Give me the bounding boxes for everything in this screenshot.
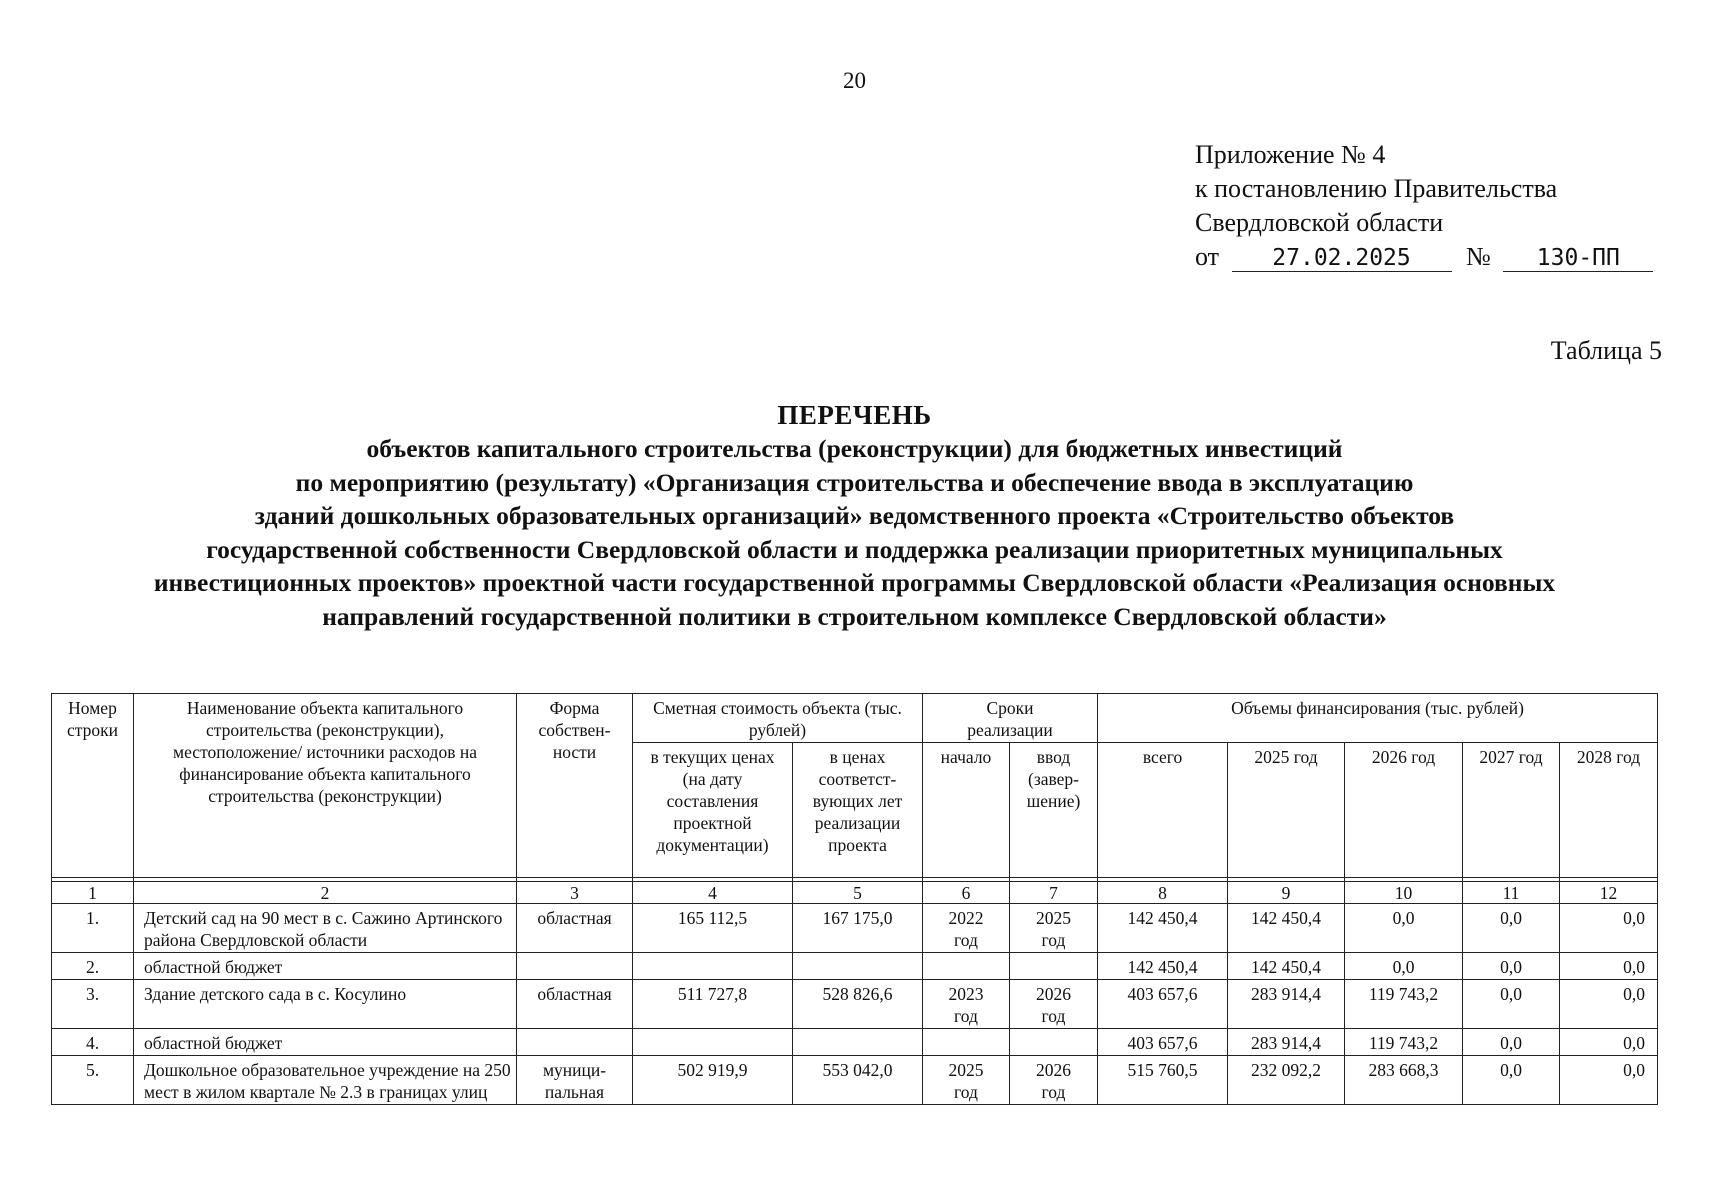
title-line-6: направлений государственной политики в строительном комплексе Свердловской области»	[322, 601, 1387, 631]
funding-total: 515 760,5	[1098, 1056, 1228, 1105]
header-cost-years: в ценах соответст-вующих лет реализации проекта	[793, 743, 923, 878]
cost-current	[633, 953, 793, 980]
title-line-1: объектов капитального строительства (реконструкции) для бюджетных инвестиций	[366, 434, 1343, 463]
appendix-date-line	[1195, 240, 1653, 274]
term-end	[1010, 1029, 1098, 1056]
cost-current	[633, 1029, 793, 1056]
funding-2028: 0,0	[1560, 904, 1658, 953]
cost-current: 502 919,9	[633, 1056, 793, 1105]
header-cost-current: в текущих ценах (на дату составления проектной документации)	[633, 743, 793, 878]
column-numbers-row	[52, 882, 1658, 904]
column-number: 5	[793, 882, 923, 904]
object-name: Здание детского сада в с. Косулино	[134, 980, 517, 1029]
header-funding-group: Объемы финансирования (тыс. рублей)	[1098, 694, 1658, 743]
header-terms-group: Сроки реализации	[923, 694, 1098, 743]
header-term-start: начало	[923, 743, 1010, 878]
cost-years	[793, 953, 923, 980]
header-2027: 2027 год	[1463, 743, 1560, 878]
funding-2028: 0,0	[1560, 1029, 1658, 1056]
title-line-3: зданий дошкольных образовательных организаций» ведомственного проекта «Строительство объектов	[254, 501, 1455, 530]
funding-2025: 142 450,4	[1228, 953, 1345, 980]
appendix-block	[1195, 138, 1653, 274]
funding-2027: 0,0	[1463, 953, 1560, 980]
column-number: 6	[923, 882, 1010, 904]
column-number: 11	[1463, 882, 1560, 904]
title-line-2: по мероприятию (результату) «Организация строительства и обеспечение ввода в эксплуатацию	[295, 467, 1414, 497]
cost-years: 167 175,0	[793, 904, 923, 953]
cost-current: 511 727,8	[633, 980, 793, 1029]
ownership: областная	[517, 904, 633, 953]
cost-years	[793, 1029, 923, 1056]
object-name: Детский сад на 90 мест в с. Сажино Артинского района Свердловской области	[134, 904, 517, 953]
header-cost-group: Сметная стоимость объекта (тыс. рублей)	[633, 694, 923, 743]
term-start: 2023 год	[923, 980, 1010, 1029]
column-number: 2	[134, 882, 517, 904]
table-row	[52, 1029, 1658, 1056]
funding-2025: 142 450,4	[1228, 904, 1345, 953]
header-ownership: Форма собствен-ности	[517, 694, 633, 878]
funding-total: 142 450,4	[1098, 953, 1228, 980]
table-label: Таблица 5	[1550, 336, 1662, 365]
funding-2026: 0,0	[1345, 953, 1463, 980]
row-number: 1.	[52, 904, 134, 953]
row-number: 2.	[52, 953, 134, 980]
object-name: Дошкольное образовательное учреждение на 250 мест в жилом квартале № 2.3 в границах улиц	[134, 1056, 517, 1105]
table-row	[52, 904, 1658, 953]
appendix-line-3: Свердловской области	[1195, 208, 1444, 237]
document-title	[40, 398, 1669, 633]
column-number: 4	[633, 882, 793, 904]
header-2028: 2028 год	[1560, 743, 1658, 878]
funding-2026: 283 668,3	[1345, 1056, 1463, 1105]
header-term-end: ввод (завер-шение)	[1010, 743, 1098, 878]
cost-years: 528 826,6	[793, 980, 923, 1029]
date-prefix: от	[1195, 242, 1220, 271]
object-name: областной бюджет	[134, 953, 517, 980]
title-main: ПЕРЕЧЕНЬ	[777, 400, 932, 430]
decree-number: 130-ПП	[1503, 245, 1653, 272]
title-line-4: государственной собственности Свердловской области и поддержка реализации приоритетных муниципальных	[206, 534, 1503, 564]
row-number: 4.	[52, 1029, 134, 1056]
cost-current: 165 112,5	[633, 904, 793, 953]
decree-date: 27.02.2025	[1232, 245, 1452, 272]
term-end	[1010, 953, 1098, 980]
header-total: всего	[1098, 743, 1228, 878]
funding-2027: 0,0	[1463, 904, 1560, 953]
term-start: 2025 год	[923, 1056, 1010, 1105]
page-number: 20	[843, 68, 866, 93]
funding-total: 142 450,4	[1098, 904, 1228, 953]
funding-total: 403 657,6	[1098, 1029, 1228, 1056]
term-start: 2022 год	[923, 904, 1010, 953]
header-row-1	[52, 694, 1658, 743]
column-number: 8	[1098, 882, 1228, 904]
column-number: 7	[1010, 882, 1098, 904]
funding-2026: 0,0	[1345, 904, 1463, 953]
objects-table	[51, 693, 1658, 1105]
funding-2028: 0,0	[1560, 953, 1658, 980]
funding-2027: 0,0	[1463, 980, 1560, 1029]
ownership: муници-пальная	[517, 1056, 633, 1105]
column-number: 9	[1228, 882, 1345, 904]
funding-total: 403 657,6	[1098, 980, 1228, 1029]
number-prefix: №	[1466, 242, 1491, 271]
column-number: 12	[1560, 882, 1658, 904]
funding-2026: 119 743,2	[1345, 1029, 1463, 1056]
appendix-line-1: Приложение № 4	[1195, 140, 1386, 169]
funding-2026: 119 743,2	[1345, 980, 1463, 1029]
funding-2027: 0,0	[1463, 1056, 1560, 1105]
row-number: 5.	[52, 1056, 134, 1105]
funding-2025: 232 092,2	[1228, 1056, 1345, 1105]
column-number: 1	[52, 882, 134, 904]
term-start	[923, 1029, 1010, 1056]
term-start	[923, 953, 1010, 980]
table-row	[52, 953, 1658, 980]
ownership: областная	[517, 980, 633, 1029]
header-row-number: Номер строки	[52, 694, 134, 878]
funding-2028: 0,0	[1560, 1056, 1658, 1105]
funding-2025: 283 914,4	[1228, 980, 1345, 1029]
table-row	[52, 1056, 1658, 1105]
header-name: Наименование объекта капитального строительства (реконструкции), местоположение/ источники расходов на финансирование объекта капитального строительства (реконструкции)	[134, 694, 517, 878]
title-line-5: инвестиционных проектов» проектной части государственной программы Свердловской области «Реализация основных	[153, 568, 1556, 597]
header-2026: 2026 год	[1345, 743, 1463, 878]
row-number: 3.	[52, 980, 134, 1029]
funding-2025: 283 914,4	[1228, 1029, 1345, 1056]
object-name: областной бюджет	[134, 1029, 517, 1056]
term-end: 2026 год	[1010, 1056, 1098, 1105]
term-end: 2026 год	[1010, 980, 1098, 1029]
header-2025: 2025 год	[1228, 743, 1345, 878]
column-number: 10	[1345, 882, 1463, 904]
term-end: 2025 год	[1010, 904, 1098, 953]
ownership	[517, 1029, 633, 1056]
cost-years: 553 042,0	[793, 1056, 923, 1105]
table-row	[52, 980, 1658, 1029]
appendix-line-2: к постановлению Правительства	[1195, 174, 1558, 203]
ownership	[517, 953, 633, 980]
funding-2027: 0,0	[1463, 1029, 1560, 1056]
column-number: 3	[517, 882, 633, 904]
funding-2028: 0,0	[1560, 980, 1658, 1029]
